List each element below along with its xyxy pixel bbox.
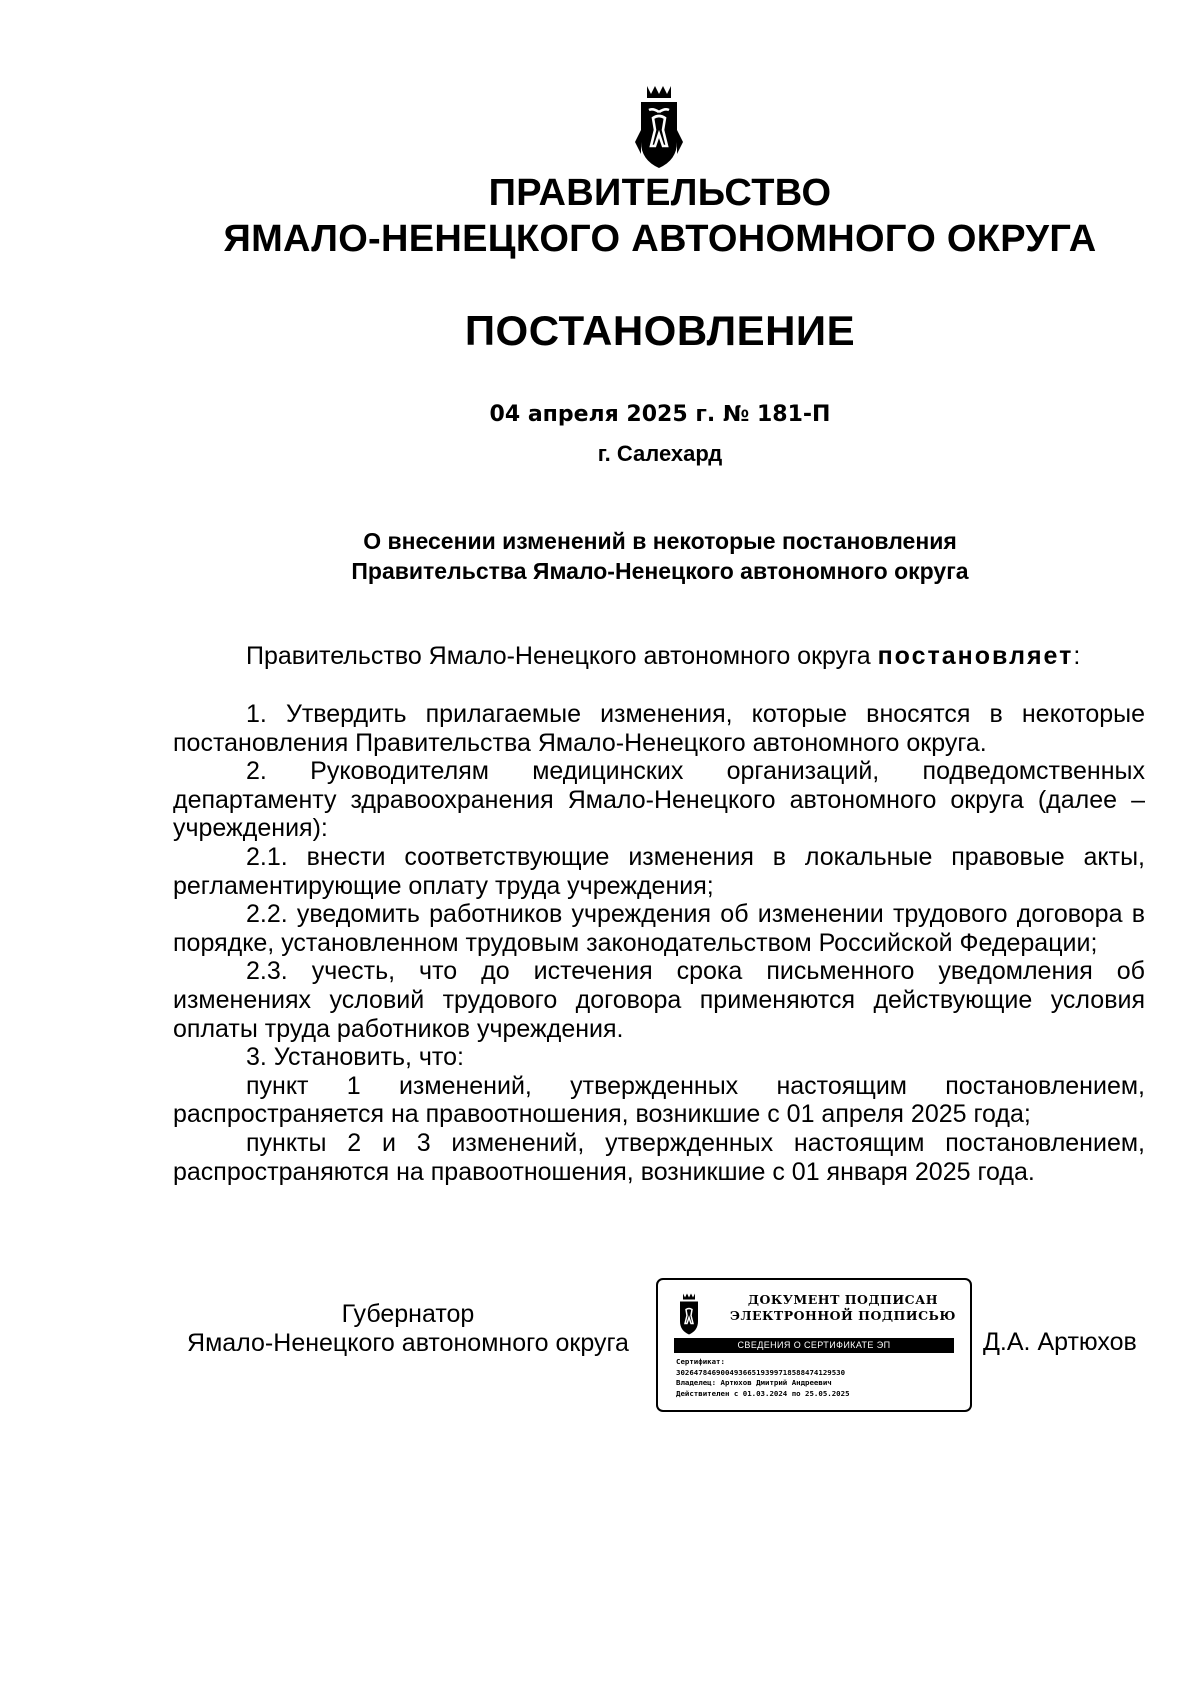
document-body <box>173 700 1145 1186</box>
stamp-certificate-info <box>676 1357 850 1399</box>
document-date-number: 04 апреля 2025 г. № 181-П <box>489 402 831 427</box>
stamp-title-line1: ДОКУМЕНТ ПОДПИСАН <box>747 1292 939 1307</box>
coat-of-arms-icon <box>633 84 685 170</box>
preamble-tail: : <box>1073 642 1081 670</box>
preamble-emphasis: постановляет <box>877 642 1074 670</box>
signatory-name: Д.А. Артюхов <box>983 1328 1137 1356</box>
paragraph-3: 3. Установить, что: <box>246 1043 464 1072</box>
signatory-role-line2: Ямало-Ненецкого автономного округа <box>187 1329 629 1357</box>
subject-line1: О внесении изменений в некоторые постановления <box>363 528 957 554</box>
stamp-cert-label: Сертификат: <box>676 1357 725 1366</box>
document-type: ПОСТАНОВЛЕНИЕ <box>464 307 856 354</box>
paragraph-2-3: 2.3. учесть, что до истечения срока письменного уведомления об изменениях условий трудового договора применяются действующие условия оплаты труда работников учреждения. <box>173 957 1145 1043</box>
stamp-title-line2: ЭЛЕКТРОННОЙ ПОДПИСЬЮ <box>730 1308 956 1323</box>
stamp-owner: Владелец: Артюхов Дмитрий Андреевич <box>676 1378 832 1388</box>
preamble <box>246 642 1080 671</box>
stamp-validity: Действителен с 01.03.2024 по 25.05.2025 <box>676 1388 850 1398</box>
signatory-role-line1: Губернатор <box>341 1300 475 1328</box>
paragraph-1: 1. Утвердить прилагаемые изменения, которые вносятся в некоторые постановления Правительства Ямало-Ненецкого автономного округа. <box>173 700 1145 757</box>
stamp-cert-number: 30264784690049366519399718588474129530 <box>676 1367 846 1377</box>
stamp-title <box>728 1292 958 1324</box>
document-city: г. Салехард <box>597 441 723 466</box>
paragraph-2-1: 2.1. внести соответствующие изменения в локальные правовые акты, регламентирующие оплату труда учреждения; <box>173 842 1145 900</box>
subject-line2: Правительства Ямало-Ненецкого автономного округа <box>351 558 969 584</box>
document-subject <box>0 526 1200 586</box>
org-name-line1: ПРАВИТЕЛЬСТВО <box>488 172 832 214</box>
coat-of-arms-icon <box>676 1292 702 1336</box>
paragraph-2: 2. Руководителям медицинских организаций, подведомственных департаменту здравоохранения Ямало-Ненецкого автономного округа (далее – учреждения): <box>173 757 1145 843</box>
electronic-signature-stamp <box>656 1278 972 1412</box>
paragraph-3-b: пункты 2 и 3 изменений, утвержденных настоящим постановлением, распространяются на правоотношения, возникшие с 01 января 2025 года. <box>173 1128 1145 1186</box>
org-name-line2: ЯМАЛО-НЕНЕЦКОГО АВТОНОМНОГО ОКРУГА <box>223 218 1097 260</box>
stamp-certificate-bar: СВЕДЕНИЯ О СЕРТИФИКАТЕ ЭП <box>674 1338 954 1353</box>
paragraph-2-2: 2.2. уведомить работников учреждения об изменении трудового договора в порядке, установленном трудовым законодательством Российской Федерации; <box>173 900 1145 957</box>
paragraph-3-a: пункт 1 изменений, утвержденных настоящим постановлением, распространяется на правоотношения, возникшие с 01 апреля 2025 года; <box>173 1071 1145 1129</box>
signatory-role <box>173 1300 643 1358</box>
preamble-text: Правительство Ямало-Ненецкого автономного округа <box>246 642 878 670</box>
